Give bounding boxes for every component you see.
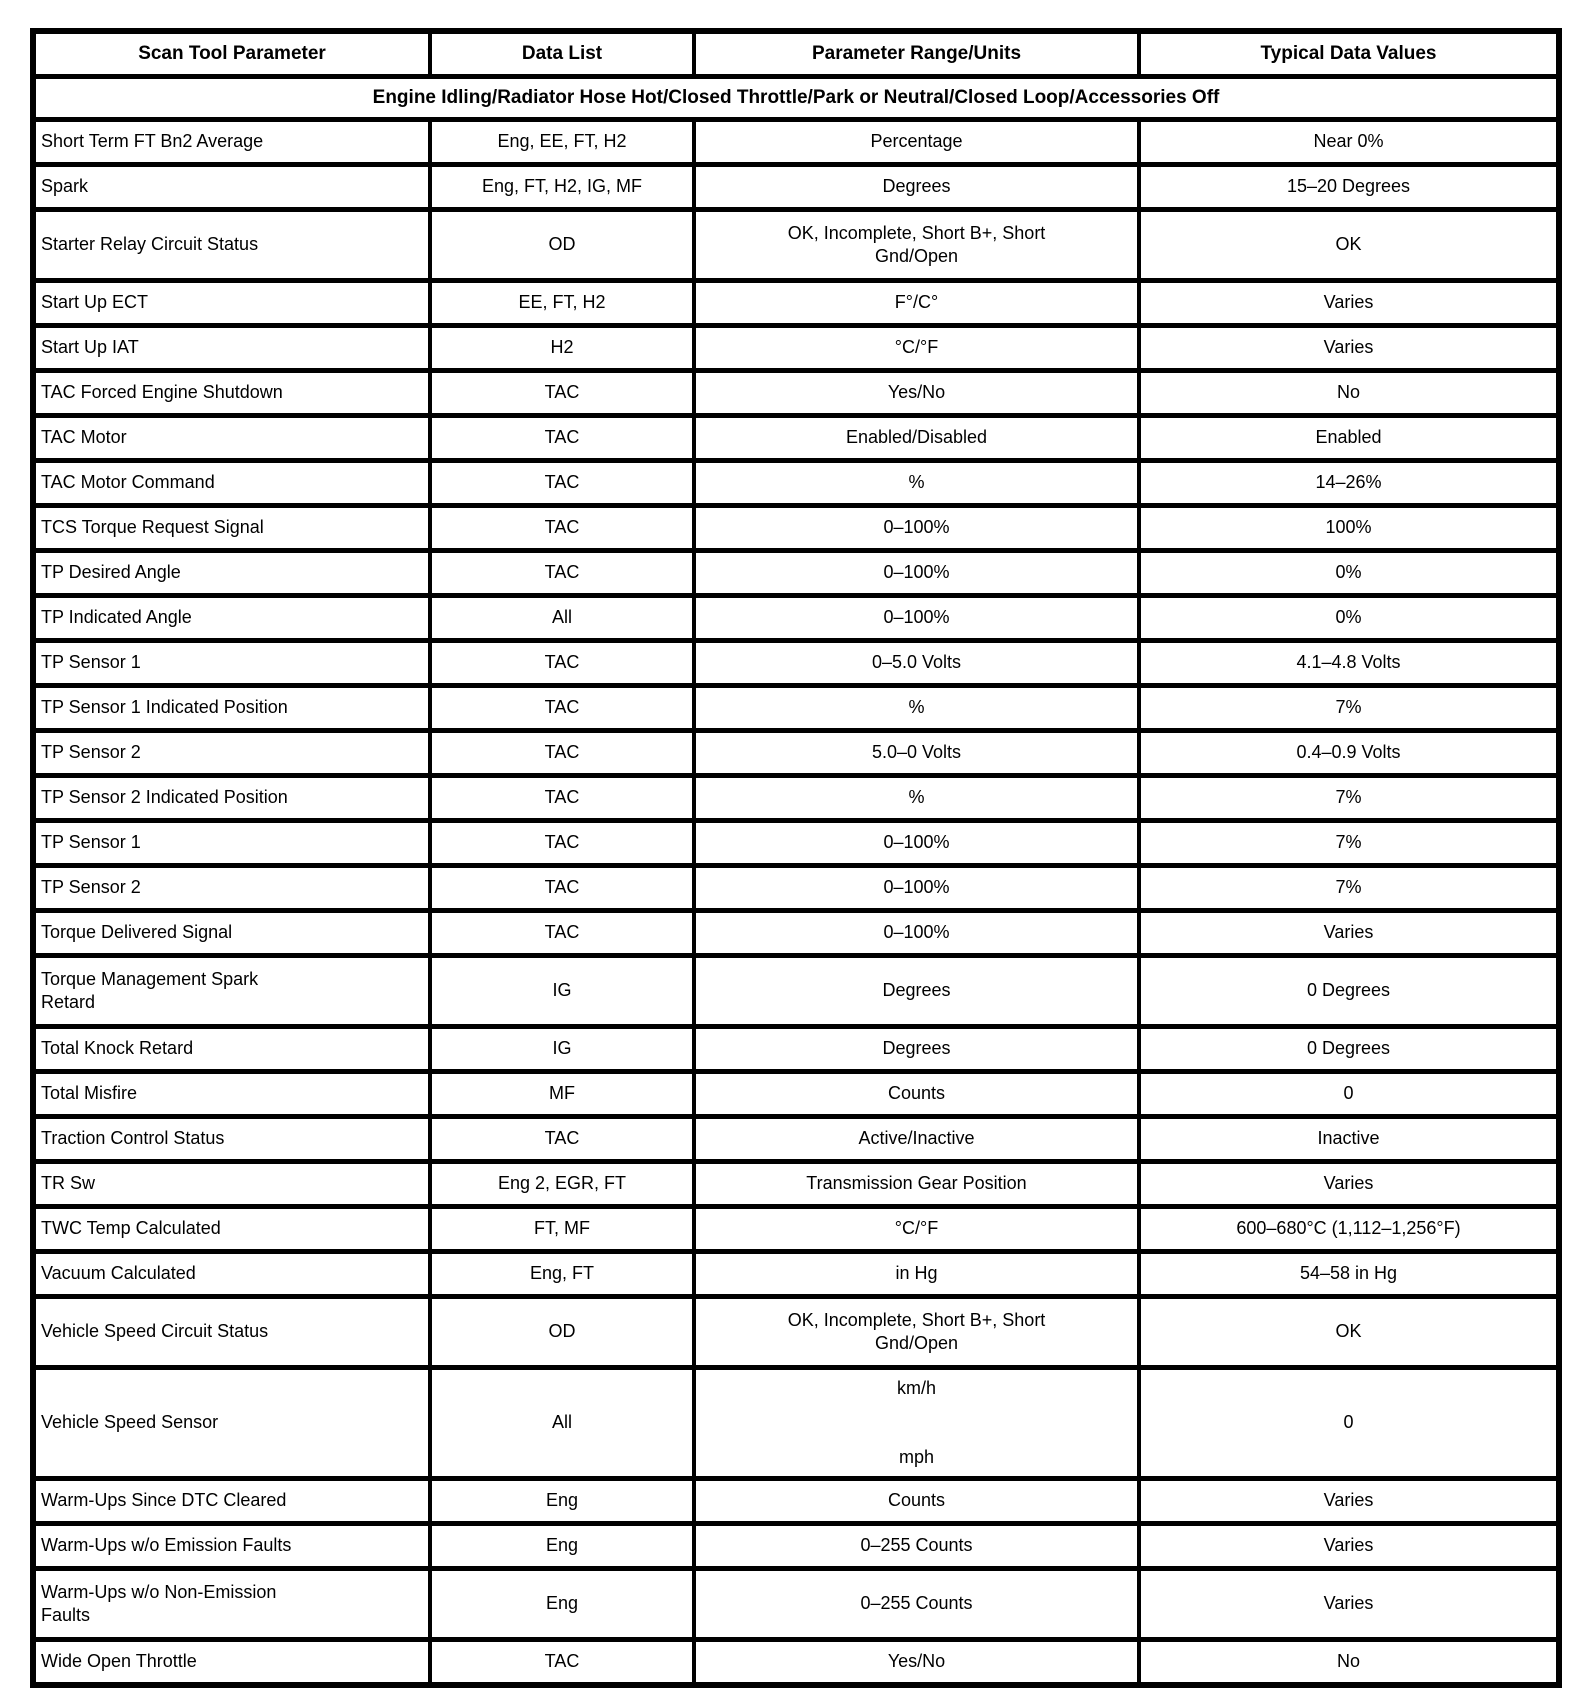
cell-data-list: TAC — [430, 1117, 694, 1162]
cell-range-units: OK, Incomplete, Short B+, Short Gnd/Open — [694, 210, 1139, 281]
cell-range-units: % — [694, 461, 1139, 506]
cell-data-list: MF — [430, 1072, 694, 1117]
table-row — [33, 120, 1559, 165]
cell-parameter: Wide Open Throttle — [33, 1640, 430, 1686]
cell-data-list: FT, MF — [430, 1207, 694, 1252]
cell-parameter: Short Term FT Bn2 Average — [33, 120, 430, 165]
table-row — [33, 1162, 1559, 1207]
cell-typical-value: 4.1–4.8 Volts — [1139, 641, 1559, 686]
cell-typical-value: Inactive — [1139, 1117, 1559, 1162]
cell-parameter: Spark — [33, 165, 430, 210]
cell-data-list: OD — [430, 210, 694, 281]
cell-parameter: Vehicle Speed Circuit Status — [33, 1297, 430, 1368]
cell-range-units: 0–100% — [694, 506, 1139, 551]
cell-typical-value: 0 Degrees — [1139, 1027, 1559, 1072]
cell-typical-value: 7% — [1139, 686, 1559, 731]
cell-data-list: TAC — [430, 731, 694, 776]
cell-parameter: TP Sensor 2 — [33, 866, 430, 911]
table-row — [33, 1297, 1559, 1368]
cell-range-units: OK, Incomplete, Short B+, Short Gnd/Open — [694, 1297, 1139, 1368]
cell-parameter: Start Up ECT — [33, 281, 430, 326]
cell-data-list: OD — [430, 1297, 694, 1368]
cell-data-list: Eng — [430, 1569, 694, 1640]
cell-range-units: % — [694, 776, 1139, 821]
cell-parameter: TP Indicated Angle — [33, 596, 430, 641]
cell-typical-value: OK — [1139, 1297, 1559, 1368]
table-row — [33, 1207, 1559, 1252]
table-row — [33, 461, 1559, 506]
cell-data-list: TAC — [430, 416, 694, 461]
cell-range-units: 0–100% — [694, 911, 1139, 956]
cell-data-list: Eng — [430, 1479, 694, 1524]
table-row — [33, 776, 1559, 821]
cell-range-units: 5.0–0 Volts — [694, 731, 1139, 776]
cell-data-list: TAC — [430, 551, 694, 596]
cell-data-list: All — [430, 596, 694, 641]
cell-data-list: TAC — [430, 371, 694, 416]
cell-parameter: Warm-Ups w/o Non-Emission Faults — [33, 1569, 430, 1640]
cell-typical-value: 0 — [1139, 1072, 1559, 1117]
table-row — [33, 281, 1559, 326]
cell-parameter: Total Misfire — [33, 1072, 430, 1117]
cell-parameter: Traction Control Status — [33, 1117, 430, 1162]
cell-typical-value: 600–680°C (1,112–1,256°F) — [1139, 1207, 1559, 1252]
cell-typical-value: 54–58 in Hg — [1139, 1252, 1559, 1297]
cell-data-list: H2 — [430, 326, 694, 371]
cell-data-list: TAC — [430, 506, 694, 551]
cell-range-units: 0–100% — [694, 551, 1139, 596]
cell-typical-value: Varies — [1139, 281, 1559, 326]
table-row — [33, 731, 1559, 776]
cell-range-units: km/h mph — [694, 1368, 1139, 1479]
table-row — [33, 821, 1559, 866]
cell-parameter: Torque Management Spark Retard — [33, 956, 430, 1027]
cell-parameter: Start Up IAT — [33, 326, 430, 371]
cell-data-list: EE, FT, H2 — [430, 281, 694, 326]
cell-typical-value: Varies — [1139, 1569, 1559, 1640]
test-conditions-banner: Engine Idling/Radiator Hose Hot/Closed Throttle/Park or Neutral/Closed Loop/Accessories Off — [33, 77, 1559, 120]
cell-range-units: Yes/No — [694, 371, 1139, 416]
cell-range-units: 0–100% — [694, 596, 1139, 641]
cell-range-units: Percentage — [694, 120, 1139, 165]
table-row — [33, 506, 1559, 551]
cell-parameter: Starter Relay Circuit Status — [33, 210, 430, 281]
table-row — [33, 1640, 1559, 1686]
table-body — [33, 120, 1559, 1686]
table-row — [33, 1569, 1559, 1640]
header-row — [33, 31, 1559, 77]
cell-parameter: TP Sensor 1 — [33, 821, 430, 866]
table-row — [33, 371, 1559, 416]
column-header-typical-data-values: Typical Data Values — [1139, 31, 1559, 77]
cell-typical-value: Varies — [1139, 1162, 1559, 1207]
cell-range-units: Degrees — [694, 1027, 1139, 1072]
cell-typical-value: 0 Degrees — [1139, 956, 1559, 1027]
cell-parameter: Vacuum Calculated — [33, 1252, 430, 1297]
cell-typical-value: 0% — [1139, 596, 1559, 641]
cell-typical-value: 7% — [1139, 821, 1559, 866]
cell-data-list: IG — [430, 1027, 694, 1072]
table-row — [33, 956, 1559, 1027]
cell-range-units: Counts — [694, 1072, 1139, 1117]
cell-data-list: All — [430, 1368, 694, 1479]
cell-range-units: Transmission Gear Position — [694, 1162, 1139, 1207]
scan-tool-parameter-table — [30, 28, 1562, 1688]
condition-row — [33, 77, 1559, 120]
cell-typical-value: 7% — [1139, 866, 1559, 911]
table-row — [33, 1072, 1559, 1117]
cell-typical-value: Enabled — [1139, 416, 1559, 461]
cell-parameter: TAC Motor Command — [33, 461, 430, 506]
cell-typical-value: 0 — [1139, 1368, 1559, 1479]
table-row — [33, 165, 1559, 210]
cell-range-units: Enabled/Disabled — [694, 416, 1139, 461]
cell-typical-value: No — [1139, 1640, 1559, 1686]
cell-data-list: Eng 2, EGR, FT — [430, 1162, 694, 1207]
cell-parameter: TP Desired Angle — [33, 551, 430, 596]
cell-data-list: TAC — [430, 686, 694, 731]
table-row — [33, 1027, 1559, 1072]
cell-data-list: IG — [430, 956, 694, 1027]
cell-parameter: TR Sw — [33, 1162, 430, 1207]
cell-typical-value: 14–26% — [1139, 461, 1559, 506]
cell-range-units: Yes/No — [694, 1640, 1139, 1686]
table-row — [33, 1368, 1559, 1479]
cell-data-list: TAC — [430, 911, 694, 956]
cell-range-units: °C/°F — [694, 1207, 1139, 1252]
cell-parameter: TP Sensor 1 — [33, 641, 430, 686]
table-row — [33, 210, 1559, 281]
cell-parameter: TWC Temp Calculated — [33, 1207, 430, 1252]
cell-typical-value: 7% — [1139, 776, 1559, 821]
cell-range-units: °C/°F — [694, 326, 1139, 371]
table-row — [33, 1479, 1559, 1524]
cell-range-units: Degrees — [694, 956, 1139, 1027]
cell-typical-value: 15–20 Degrees — [1139, 165, 1559, 210]
column-header-parameter-range-units: Parameter Range/Units — [694, 31, 1139, 77]
cell-range-units: 0–5.0 Volts — [694, 641, 1139, 686]
cell-data-list: Eng, FT — [430, 1252, 694, 1297]
cell-range-units: in Hg — [694, 1252, 1139, 1297]
cell-range-units: F°/C° — [694, 281, 1139, 326]
cell-parameter: TAC Forced Engine Shutdown — [33, 371, 430, 416]
cell-data-list: TAC — [430, 821, 694, 866]
cell-parameter: TCS Torque Request Signal — [33, 506, 430, 551]
cell-typical-value: OK — [1139, 210, 1559, 281]
column-header-data-list: Data List — [430, 31, 694, 77]
cell-data-list: Eng, FT, H2, IG, MF — [430, 165, 694, 210]
table-row — [33, 1524, 1559, 1569]
cell-data-list: TAC — [430, 641, 694, 686]
table-row — [33, 686, 1559, 731]
cell-range-units: % — [694, 686, 1139, 731]
cell-parameter: Total Knock Retard — [33, 1027, 430, 1072]
table-row — [33, 596, 1559, 641]
cell-parameter: TP Sensor 2 — [33, 731, 430, 776]
table-row — [33, 911, 1559, 956]
cell-range-units: Degrees — [694, 165, 1139, 210]
table-row — [33, 1252, 1559, 1297]
cell-parameter: Warm-Ups w/o Emission Faults — [33, 1524, 430, 1569]
cell-typical-value: Varies — [1139, 326, 1559, 371]
cell-range-units: 0–255 Counts — [694, 1569, 1139, 1640]
table-row — [33, 1117, 1559, 1162]
cell-parameter: Warm-Ups Since DTC Cleared — [33, 1479, 430, 1524]
cell-parameter: Torque Delivered Signal — [33, 911, 430, 956]
cell-range-units: 0–100% — [694, 821, 1139, 866]
cell-typical-value: No — [1139, 371, 1559, 416]
table-row — [33, 641, 1559, 686]
table-row — [33, 416, 1559, 461]
cell-range-units: 0–255 Counts — [694, 1524, 1139, 1569]
cell-typical-value: Near 0% — [1139, 120, 1559, 165]
cell-parameter: TP Sensor 2 Indicated Position — [33, 776, 430, 821]
cell-typical-value: Varies — [1139, 1479, 1559, 1524]
cell-data-list: Eng, EE, FT, H2 — [430, 120, 694, 165]
table-row — [33, 326, 1559, 371]
column-header-scan-tool-parameter: Scan Tool Parameter — [33, 31, 430, 77]
cell-data-list: TAC — [430, 776, 694, 821]
cell-parameter: TP Sensor 1 Indicated Position — [33, 686, 430, 731]
cell-data-list: Eng — [430, 1524, 694, 1569]
cell-parameter: TAC Motor — [33, 416, 430, 461]
cell-range-units: Counts — [694, 1479, 1139, 1524]
cell-parameter: Vehicle Speed Sensor — [33, 1368, 430, 1479]
cell-typical-value: 100% — [1139, 506, 1559, 551]
cell-range-units: Active/Inactive — [694, 1117, 1139, 1162]
cell-data-list: TAC — [430, 1640, 694, 1686]
cell-typical-value: 0% — [1139, 551, 1559, 596]
cell-range-units: 0–100% — [694, 866, 1139, 911]
cell-data-list: TAC — [430, 461, 694, 506]
cell-typical-value: 0.4–0.9 Volts — [1139, 731, 1559, 776]
cell-typical-value: Varies — [1139, 1524, 1559, 1569]
table-row — [33, 551, 1559, 596]
cell-typical-value: Varies — [1139, 911, 1559, 956]
cell-data-list: TAC — [430, 866, 694, 911]
table-row — [33, 866, 1559, 911]
